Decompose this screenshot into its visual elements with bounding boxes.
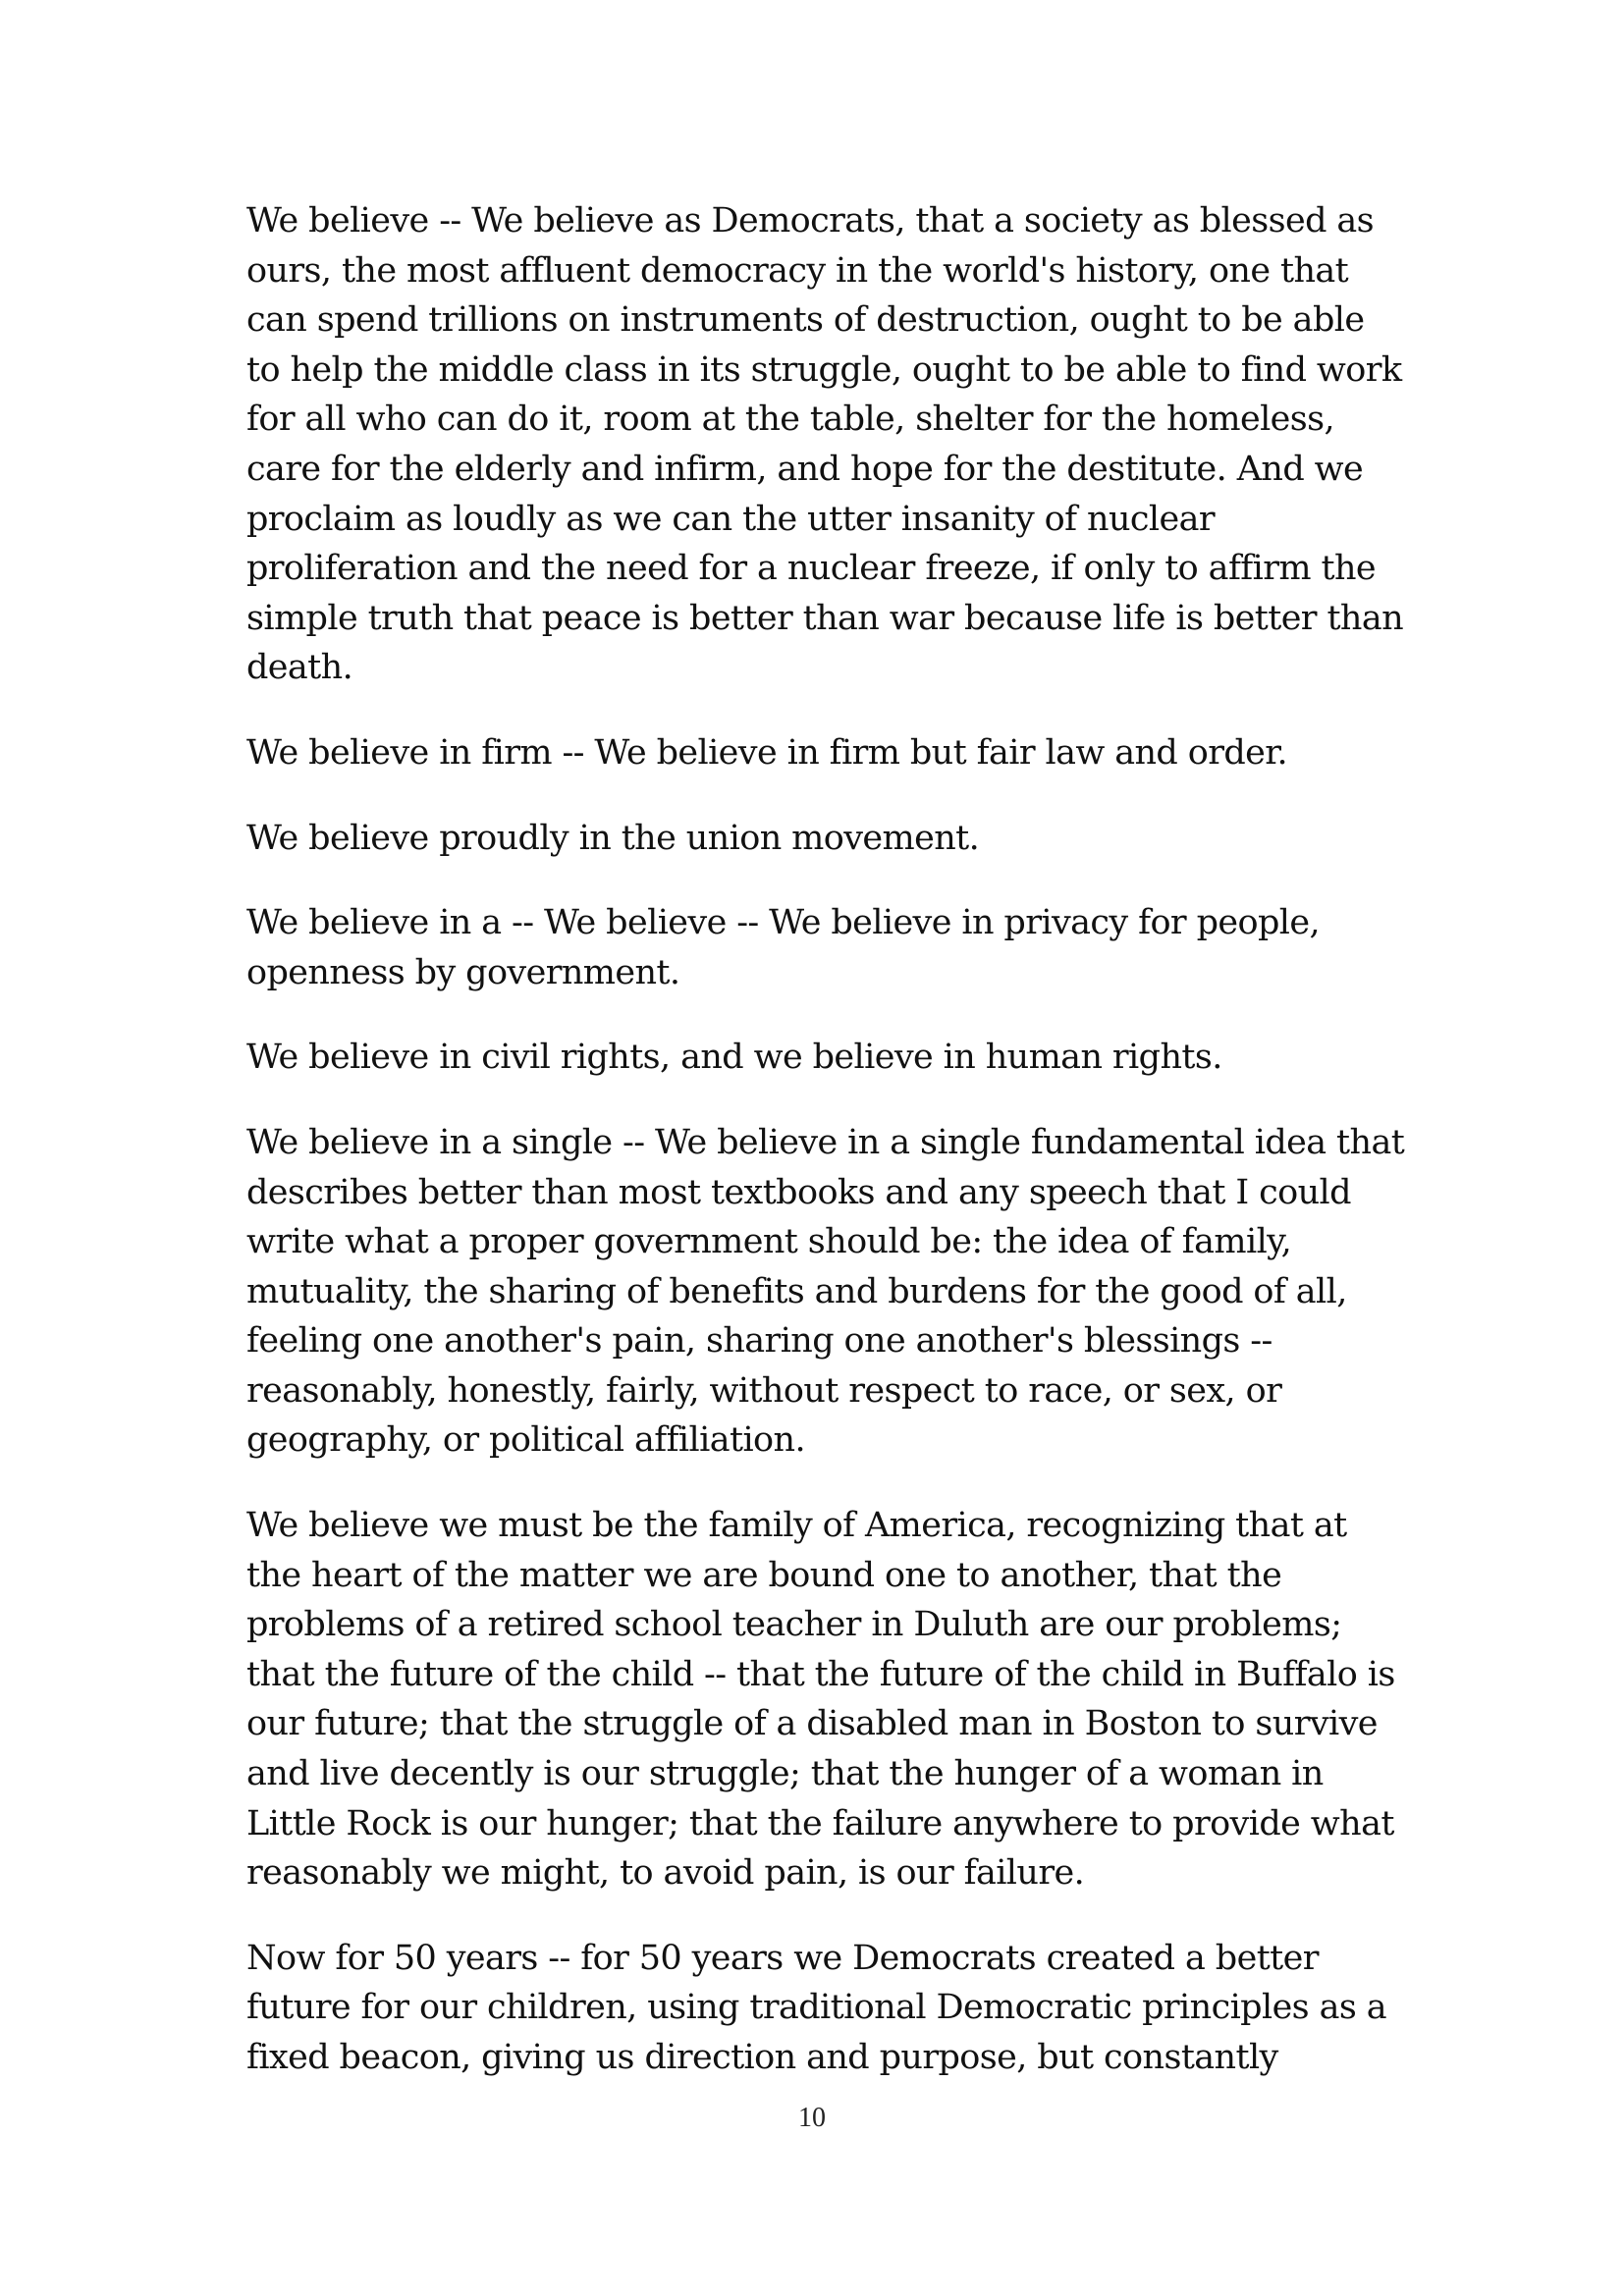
paragraph-3: We believe proudly in the union movement. bbox=[246, 818, 980, 858]
paragraph-1: We believe -- We believe as Democrats, that a society as blessed as ours, the most affluent democracy in the world's history, one that can spend trillions on instruments of destruction, ought to be able to help the middle class in its struggle, ought to be able to find work for all who can do it, room at the table, shelter for the homeless, care for the elderly and infirm, and hope for the destitute. And we proclaim as loudly as we can the utter insanity of nuclear proliferation and the need for a nuclear freeze, if only to affirm the simple truth that peace is better than war because life is better than death. bbox=[246, 201, 1404, 688]
paragraph-8: Now for 50 years -- for 50 years we Democrats created a better future for our children, using traditional Democratic principles as a fixed beacon, giving us direction and purpose, but constantly bbox=[246, 1938, 1386, 2077]
page-number: 10 bbox=[798, 2103, 826, 2133]
paragraph-4: We believe in a -- We believe -- We believe in privacy for people, openness by government. bbox=[246, 903, 1321, 992]
paragraph-7: We believe we must be the family of America, recognizing that at the heart of the matter we are bound one to another, that the problems of a retired school teacher in Duluth are our problems; that the future of the child -- that the future of the child in Buffalo is our future; that the struggle of a disabled man in Boston to survive and live decently is our struggle; that the hunger of a woman in Little Rock is our hunger; that the failure anywhere to provide what reasonably we might, to avoid pain, is our failure. bbox=[246, 1506, 1395, 1894]
paragraph-6: We believe in a single -- We believe in a single fundamental idea that describes better than most textbooks and any speech that I could write what a proper government should be: the idea of family, mutuality, the sharing of benefits and burdens for the good of all, feeling one another's pain, sharing one another's blessings -- reasonably, honestly, fairly, without respect to race, or sex, or geography, or political affiliation. bbox=[246, 1122, 1405, 1461]
paragraph-2: We believe in firm -- We believe in firm but fair law and order. bbox=[246, 732, 1288, 773]
body-text bbox=[246, 196, 1405, 2118]
paragraph-5: We believe in civil rights, and we believe in human rights. bbox=[246, 1038, 1222, 1078]
